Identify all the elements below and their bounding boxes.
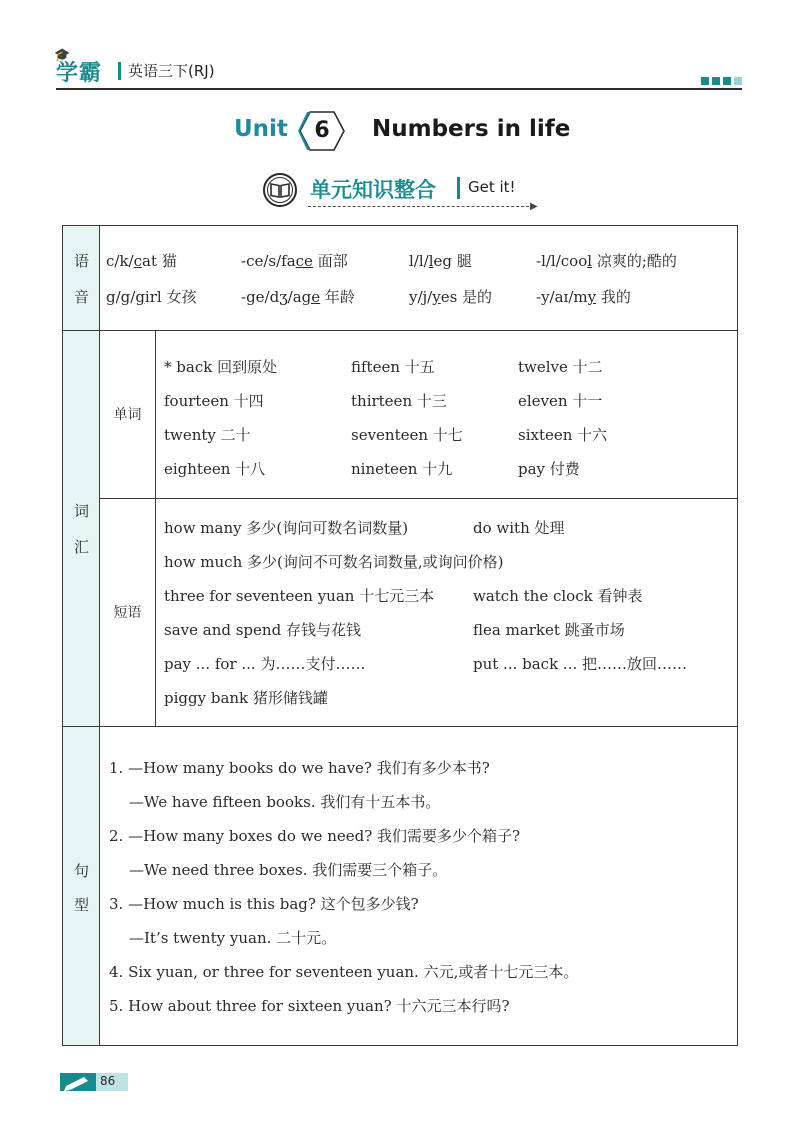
vocabulary-side [63, 330, 100, 726]
row-divider [63, 330, 737, 331]
unit-title: Numbers in life [372, 116, 571, 142]
section-subtitle: Get it! [468, 178, 516, 196]
graduation-cap-icon: 🎓 [54, 48, 72, 63]
brand-logo-text: 学霸 [56, 61, 103, 86]
arrow-right-icon: ▶ [530, 201, 538, 212]
sentence-line: —It’s twenty yuan. 二十元。 [129, 929, 337, 947]
word-item: eleven 十一 [518, 392, 603, 410]
book-subtitle: 英语三下(RJ) [128, 62, 215, 80]
sentence-line: —We need three boxes. 我们需要三个箱子。 [129, 861, 448, 879]
row-divider [100, 498, 737, 499]
phrase-item: how many 多少(询问可数名词数量) [164, 519, 409, 537]
header-decoration [698, 70, 742, 89]
words-label: 单词 [113, 407, 142, 423]
phrase-item: pay ... for ... 为……支付…… [164, 655, 366, 673]
phrase-item: put ... back ... 把……放回…… [473, 655, 688, 673]
phonics-item: -y/aɪ/my 我的 [536, 288, 631, 306]
word-item: fourteen 十四 [164, 392, 264, 410]
phrase-item: three for seventeen yuan 十七元三本 [164, 587, 435, 605]
phonics-item: -l/l/cool 凉爽的;酷的 [536, 252, 677, 270]
phrases-label: 短语 [113, 605, 142, 621]
phrase-item: save and spend 存钱与花钱 [164, 621, 361, 639]
phrase-item: how much 多少(询问不可数名词数量,或询问价格) [164, 553, 504, 571]
phonics-item: -ce/s/face 面部 [241, 252, 348, 270]
section-heading [0, 172, 800, 212]
section-separator [457, 177, 460, 199]
word-item: twelve 十二 [518, 358, 603, 376]
unit-heading [0, 108, 800, 154]
word-item: thirteen 十三 [351, 392, 447, 410]
sentence-line: 4. Six yuan, or three for seventeen yuan. 六元,或者十七元三本。 [109, 963, 579, 981]
phonics-item: l/l/leg 腿 [409, 252, 472, 270]
knowledge-table [62, 225, 738, 1046]
column-divider [155, 330, 156, 726]
sentence-line: 5. How about three for sixteen yuan? 十六元三本行吗? [109, 997, 510, 1015]
phonics-item: g/g/girl 女孩 [106, 288, 197, 306]
brand-logo [54, 48, 103, 87]
word-item: seventeen 十七 [351, 426, 463, 444]
dashed-underline [308, 206, 534, 207]
word-item: pay 付费 [518, 460, 580, 478]
header-separator [118, 62, 121, 80]
sentences-label-1: 句 [73, 862, 89, 880]
sentence-line: —We have fifteen books. 我们有十五本书。 [129, 793, 441, 811]
phonics-item: c/k/cat 猫 [106, 252, 177, 270]
pencil-icon [60, 1071, 96, 1093]
phrase-item: piggy bank 猪形储钱罐 [164, 689, 328, 707]
word-item: fifteen 十五 [351, 358, 435, 376]
header-rule [56, 88, 742, 90]
sentences-side [63, 726, 100, 1045]
word-item: * back 回到原处 [164, 358, 278, 376]
word-item: nineteen 十九 [351, 460, 453, 478]
vocabulary-label-1: 词 [73, 502, 89, 520]
phrase-item: do with 处理 [473, 519, 565, 537]
sentence-line: 1. —How many books do we have? 我们有多少本书? [109, 759, 490, 777]
section-title: 单元知识整合 [310, 178, 436, 202]
pronunciation-label-2: 音 [73, 288, 89, 306]
phonics-item: y/j/yes 是的 [409, 288, 493, 306]
pronunciation-side [63, 226, 100, 330]
sentences-label-2: 型 [73, 896, 89, 914]
word-item: eighteen 十八 [164, 460, 266, 478]
phrase-item: watch the clock 看钟表 [473, 587, 643, 605]
unit-label: Unit [234, 116, 288, 142]
phrase-item: flea market 跳蚤市场 [473, 621, 625, 639]
page-header [54, 48, 742, 92]
phonics-item: -ge/dʒ/age 年龄 [241, 288, 355, 306]
sentence-line: 2. —How many boxes do we need? 我们需要多少个箱子? [109, 827, 521, 845]
row-divider [63, 726, 737, 727]
word-item: sixteen 十六 [518, 426, 608, 444]
sentence-line: 3. —How much is this bag? 这个包多少钱? [109, 895, 419, 913]
open-book-icon [262, 172, 298, 208]
pronunciation-label-1: 语 [73, 252, 89, 270]
vocabulary-label-2: 汇 [73, 538, 89, 556]
page-number: 86 [100, 1074, 116, 1088]
word-item: twenty 二十 [164, 426, 251, 444]
unit-number: 6 [314, 118, 330, 143]
